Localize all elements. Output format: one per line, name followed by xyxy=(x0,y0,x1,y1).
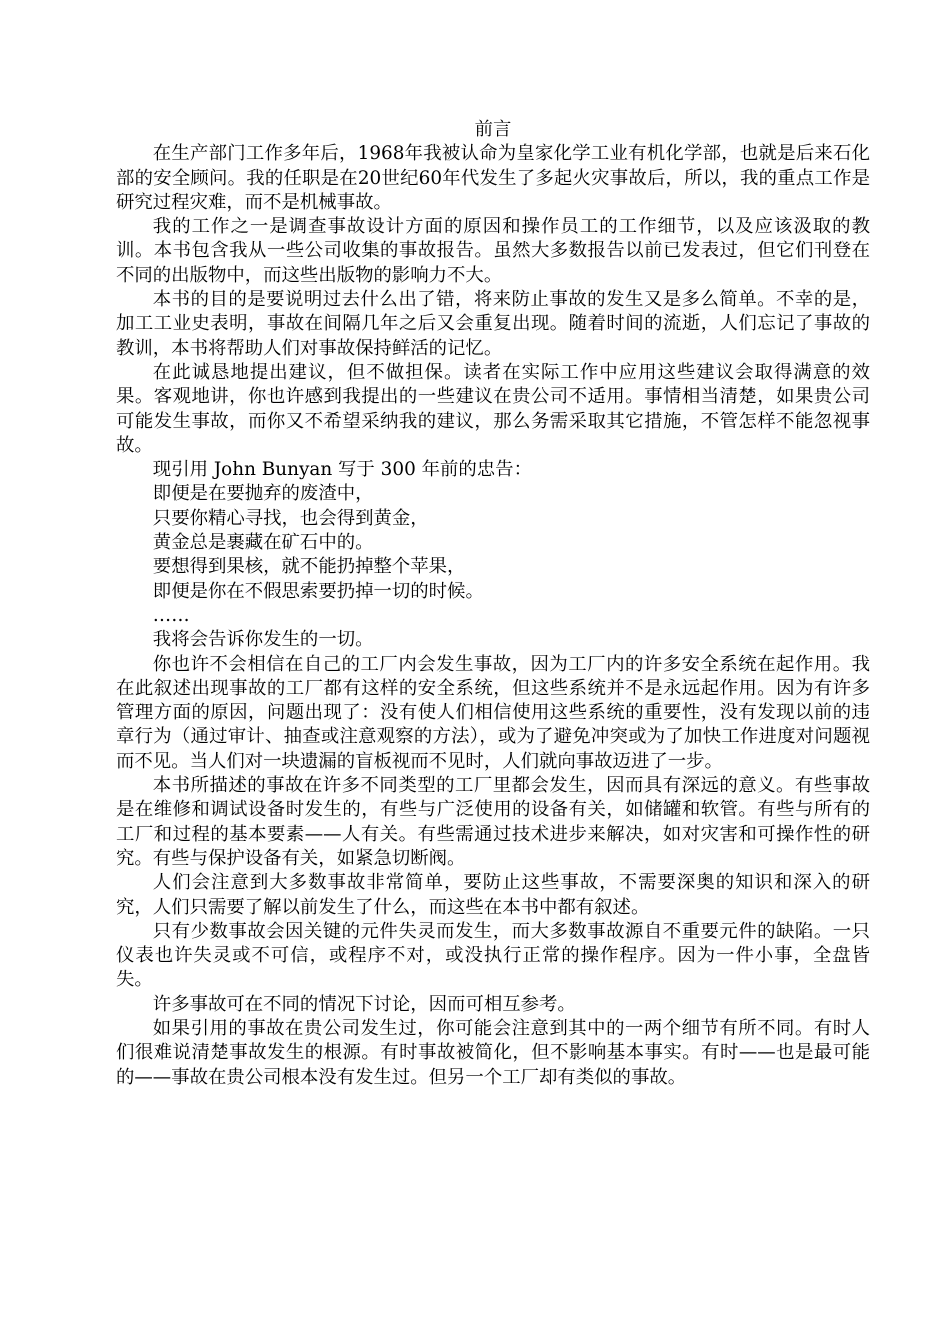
paragraph: 许多事故可在不同的情况下讨论，因而可相互参考。 xyxy=(152,993,576,1015)
paragraph: 你也许不会相信在自己的工厂内会发生事故，因为工厂内的许多安全系统在起作用。我在此叙述出现事故的工厂都有这样的安全系统，但这些系统并不是永远起作用。因为有许多管理方面的原因，问题出现了：没有使人们相信使用这些系统的重要性，没有发现以前的违章行为（通过审计、抽查或注意观察的方法），或为了避免冲突或为了加快工作进度对问题视而不见。当人们对一块遗漏的盲板视而不见时，人们就向事故迈进了一步。 xyxy=(116,653,870,772)
verse-line: 只要你精心寻找，也会得到黄金， xyxy=(152,507,429,529)
quote-intro: 现引用 John Bunyan 写于 300 年前的忠告： xyxy=(152,459,532,481)
paragraph: 在生产部门工作多年后，1968年我被认命为皇家化学工业有机化学部，也就是后来石化部的安全顾问。我的任职是在20世纪60年代发生了多起火灾事故后，所以，我的重点工作是研究过程灾难，而不是机械事故。 xyxy=(116,143,870,213)
verse-ellipsis: …… xyxy=(152,604,190,626)
verse-line: 我将会告诉你发生的一切。 xyxy=(152,629,374,651)
verse-line: 要想得到果核，就不能扔掉整个苹果， xyxy=(152,556,466,578)
paragraph: 本书的目的是要说明过去什么出了错，将来防止事故的发生又是多么简单。不幸的是，加工工业史表明，事故在间隔几年之后又会重复出现。随着时间的流逝，人们忘记了事故的教训，本书将帮助人们对事故保持鲜活的记忆。 xyxy=(116,289,870,359)
paragraph: 在此诚恳地提出建议，但不做担保。读者在实际工作中应用这些建议会取得满意的效果。客观地讲，你也许感到我提出的一些建议在贵公司不适用。事情相当清楚，如果贵公司可能发生事故，而你又不希望采纳我的建议，那么务需采取其它措施，不管怎样不能忽视事故。 xyxy=(116,361,870,456)
paragraph: 本书所描述的事故在许多不同类型的工厂里都会发生，因而具有深远的意义。有些事故是在维修和调试设备时发生的，有些与广泛使用的设备有关，如储罐和软管。有些与所有的工厂和过程的基本要素——人有关。有些需通过技术进步来解决，如对灾害和可操作性的研究。有些与保护设备有关，如紧急切断阀。 xyxy=(116,775,870,869)
paragraph: 我的工作之一是调查事故设计方面的原因和操作员工的工作细节，以及应该汲取的教训。本书包含我从一些公司收集的事故报告。虽然大多数报告以前已发表过，但它们刊登在不同的出版物中，而这些出版物的影响力不大。 xyxy=(116,216,870,286)
document-page xyxy=(116,118,870,1090)
verse-line: 即便是在要抛弃的废渣中， xyxy=(152,483,374,505)
verse-line: 黄金总是裹藏在矿石中的。 xyxy=(152,532,374,554)
verse-line: 即便是你在不假思索要扔掉一切的时候。 xyxy=(152,580,484,602)
paragraph: 如果引用的事故在贵公司发生过，你可能会注意到其中的一两个细节有所不同。有时人们很难说清楚事故发生的根源。有时事故被简化，但不影响基本事实。有时——也是最可能的——事故在贵公司根本没有发生过。但另一个工厂却有类似的事故。 xyxy=(116,1017,870,1088)
paragraph: 只有少数事故会因关键的元件失灵而发生，而大多数事故源自不重要元件的缺陷。一只仪表也许失灵或不可信，或程序不对，或没执行正常的操作程序。因为一件小事，全盘皆失。 xyxy=(116,920,870,991)
paragraph: 人们会注意到大多数事故非常简单，要防止这些事故，不需要深奥的知识和深入的研究，人们只需要了解以前发生了什么，而这些在本书中都有叙述。 xyxy=(116,872,870,918)
page-title: 前言 xyxy=(474,119,512,140)
